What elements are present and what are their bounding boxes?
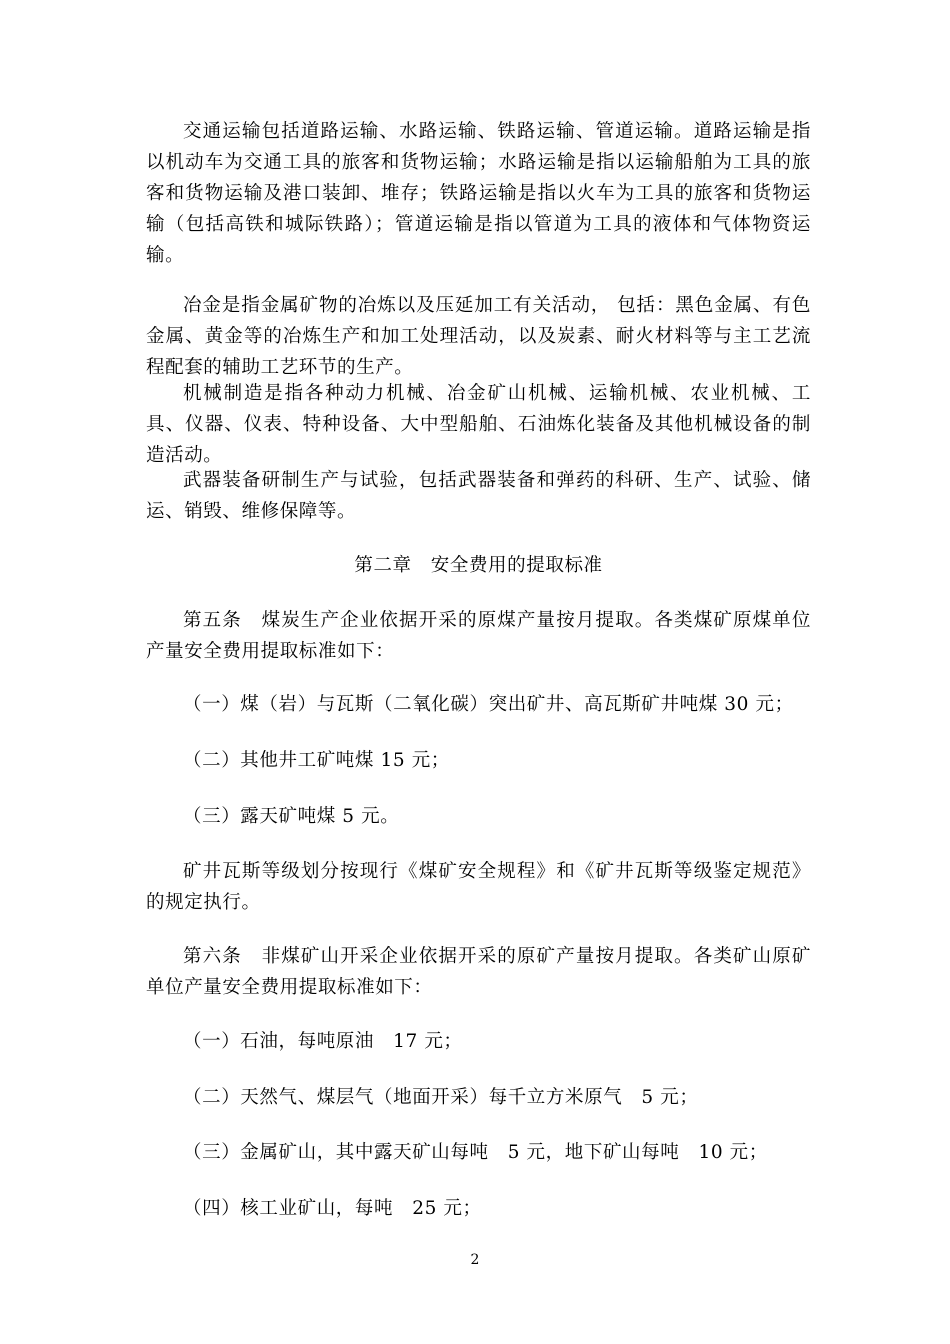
article-6: 第六条 非煤矿山开采企业依据开采的原矿产量按月提取。各类矿山原矿单位产量安全费用提取标准如下： bbox=[146, 946, 811, 998]
paragraph-transport: 交通运输包括道路运输、水路运输、铁路运输、管道运输。道路运输是指以机动车为交通工具的旅客和货物运输；水路运输是指以运输船舶为工具的旅客和货物运输及港口装卸、堆存；铁路运输是指以火车为工具的旅客和货物运输（包括高铁和城际铁路）；管道运输是指以管道为工具的液体和气体物资运输。 bbox=[146, 121, 811, 266]
coal-item-3: （三）露天矿吨煤 5 元。 bbox=[183, 806, 400, 827]
coal-item-1: （一）煤（岩）与瓦斯（二氧化碳）突出矿井、高瓦斯矿井吨煤 30 元； bbox=[183, 694, 794, 715]
paragraph-metallurgy: 冶金是指金属矿物的冶炼以及压延加工有关活动， 包括：黑色金属、有色金属、黄金等的冶炼生产和加工处理活动，以及炭素、耐火材料等与主工艺流程配套的辅助工艺环节的生产。 bbox=[146, 295, 811, 378]
coal-item-2: （二）其他井工矿吨煤 15 元； bbox=[183, 750, 450, 771]
noncoal-item-3: （三）金属矿山，其中露天矿山每吨 5 元，地下矿山每吨 10 元； bbox=[183, 1142, 768, 1163]
chapter-heading: 第二章 安全费用的提取标准 bbox=[354, 555, 603, 576]
noncoal-item-1: （一）石油，每吨原油 17 元； bbox=[183, 1031, 463, 1052]
article-5: 第五条 煤炭生产企业依据开采的原煤产量按月提取。各类煤矿原煤单位产量安全费用提取标准如下： bbox=[146, 610, 811, 662]
noncoal-item-2: （二）天然气、煤层气（地面开采）每千立方米原气 5 元； bbox=[183, 1087, 699, 1108]
page-number: 2 bbox=[470, 1252, 480, 1268]
paragraph-machinery: 机械制造是指各种动力机械、冶金矿山机械、运输机械、农业机械、工具、仪器、仪表、特种设备、大中型船舶、石油炼化装备及其他机械设备的制造活动。 bbox=[146, 383, 811, 466]
paragraph-weapons: 武器装备研制生产与试验，包括武器装备和弹药的科研、生产、试验、储运、销毁、维修保障等。 bbox=[146, 470, 811, 522]
gas-classification-note: 矿井瓦斯等级划分按现行《煤矿安全规程》和《矿井瓦斯等级鉴定规范》的规定执行。 bbox=[146, 861, 811, 913]
noncoal-item-4: （四）核工业矿山，每吨 25 元； bbox=[183, 1198, 482, 1219]
